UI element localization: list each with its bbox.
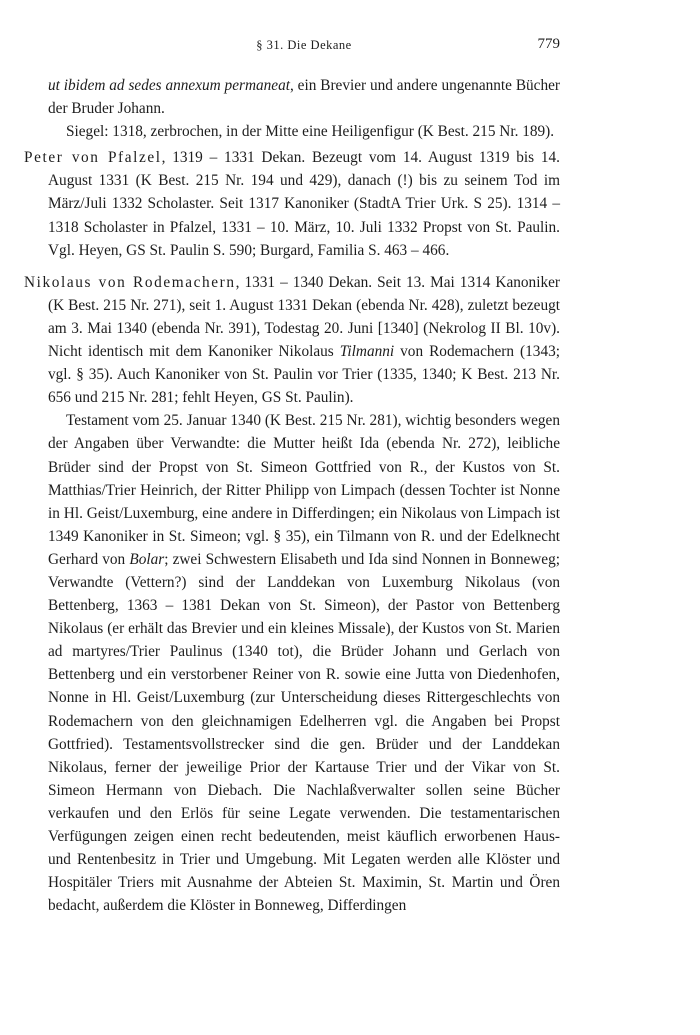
seal-paragraph: Siegel: 1318, zerbrochen, in der Mitte eine Heiligenfigur (K Best. 215 Nr. 189). xyxy=(66,123,555,141)
entry-name: Nikolaus von Rodemachern xyxy=(24,273,236,291)
entry-nikolaus-von-rodemachern xyxy=(24,271,560,410)
page-number: 779 xyxy=(537,36,560,52)
italic-place: Bolar xyxy=(129,550,165,568)
running-title: § 31. Die Dekane xyxy=(256,38,352,52)
entry-text-continued: von Rodemachern (1343; vgl. § 35). Auch Kanoniker von St. Paulin vor Trier (1335, 1340; K Best. 213 Nr. 656 und 215 Nr. 281; fehlt Heyen, GS St. Paulin). xyxy=(48,343,560,407)
entry-peter-von-pfalzel xyxy=(24,146,561,261)
entry-name: Peter von Pfalzel xyxy=(24,149,162,167)
testament-text-continued: ; zwei Schwestern Elisabeth und Ida sind Nonnen in Bonneweg; Verwandte (Vettern?) sind der Landdekan von Luxemburg Nikolaus (von Bettenberg, 1363 – 1381 Dekan von St. Simeon), der Pastor von Bettenberg Nikolaus (er erhält das Brevier und ein kleines Missale), der Kustos von St. Marien ad martyres/Trier Paulinus (1340 tot), die Brüder Johann und Gerlach von Bettenberg und ein verstorbener Reiner von R. sowie eine Jutta von Diedenhofen, Nonne in Hl. Geist/Luxemburg (zur Unterscheidung dieses Rittergeschlechts von Rodemachern von den gleichnamigen Edelherren vgl. die Angaben bei Propst Gottfried). Testamentsvollstrecker sind die gen. Brüder und der Landdekan Nikolaus, ferner der jeweilige Prior der Kartause Trier und der Vikar von St. Simeon Hermann von Diebach. Die Nachlaßverwalter sollen seine Bücher verkaufen und den Erlös für seine Legate verwenden. Die testamentarischen Verfügungen zeigen einen recht bedeutenden, meist käuflich erworbenen Haus- und Rentenbesitz in Trier und Umgebung. Mit Legaten werden alle Klöster und Hospitäler Triers mit Ausnahme der Abteien St. Maximin, St. Martin und Ören bedacht, außerdem die Klöster in Bonneweg, Differdingen xyxy=(48,550,560,915)
carry-over-paragraph xyxy=(48,74,560,120)
body-text xyxy=(24,74,561,917)
latin-quote: ut ibidem ad sedes annexum permaneat xyxy=(48,77,290,94)
testament-text: Testament vom 25. Januar 1340 (K Best. 215 Nr. 281), wichtig besonders wegen der Angaben über Verwandte: die Mutter heißt Ida (ebenda Nr. 272), leibliche Brüder sind der Propst von St. Simeon Gottfried von R., der Kustos von St. Matthias/Trier Heinrich, der Ritter Philipp von Limpach (dessen Tochter ist Nonne in Hl. Geist/Luxemburg, eine andere in Differdingen; ein Nikolaus von Limpach ist 1349 Kanoniker in St. Simeon; vgl. § 35), ein Tilmann von R. und der Edelknecht Gerhard von xyxy=(48,412,560,568)
entry-text: , 1319 – 1331 Dekan. Bezeugt vom 14. August 1319 bis 14. August 1331 (K Best. 215 Nr. 194 und 429), danach (!) bis zu seinem Tod im März/Juli 1332 Scholaster. Seit 1317 Kanoniker (StadtA Trier Urk. S 25). 1314 – 1318 Scholaster in Pfalzel, 1331 – 10. März, 10. Juli 1332 Propst von St. Paulin. Vgl. Heyen, GS St. Paulin S. 590; Burgard, Familia S. 463 – 466. xyxy=(48,149,561,259)
entry-text: , 1331 – 1340 Dekan. Seit 13. Mai 1314 Kanoniker (K Best. 215 Nr. 271), seit 1. August 1331 Dekan (ebenda Nr. 428), zuletzt bezeugt am 3. Mai 1340 (ebenda Nr. 391), Todestag 20. Juni [1340] (Nekrolog II Bl. 10v). Nicht identisch mit dem Kanoniker Nikolaus xyxy=(48,273,560,361)
carry-over-text: , ein Brevier und andere ungenannte Bücher der Bruder Johann. xyxy=(48,77,560,118)
italic-name: Tilmanni xyxy=(339,343,395,361)
testament-paragraph xyxy=(48,409,560,917)
page-header xyxy=(48,38,560,58)
